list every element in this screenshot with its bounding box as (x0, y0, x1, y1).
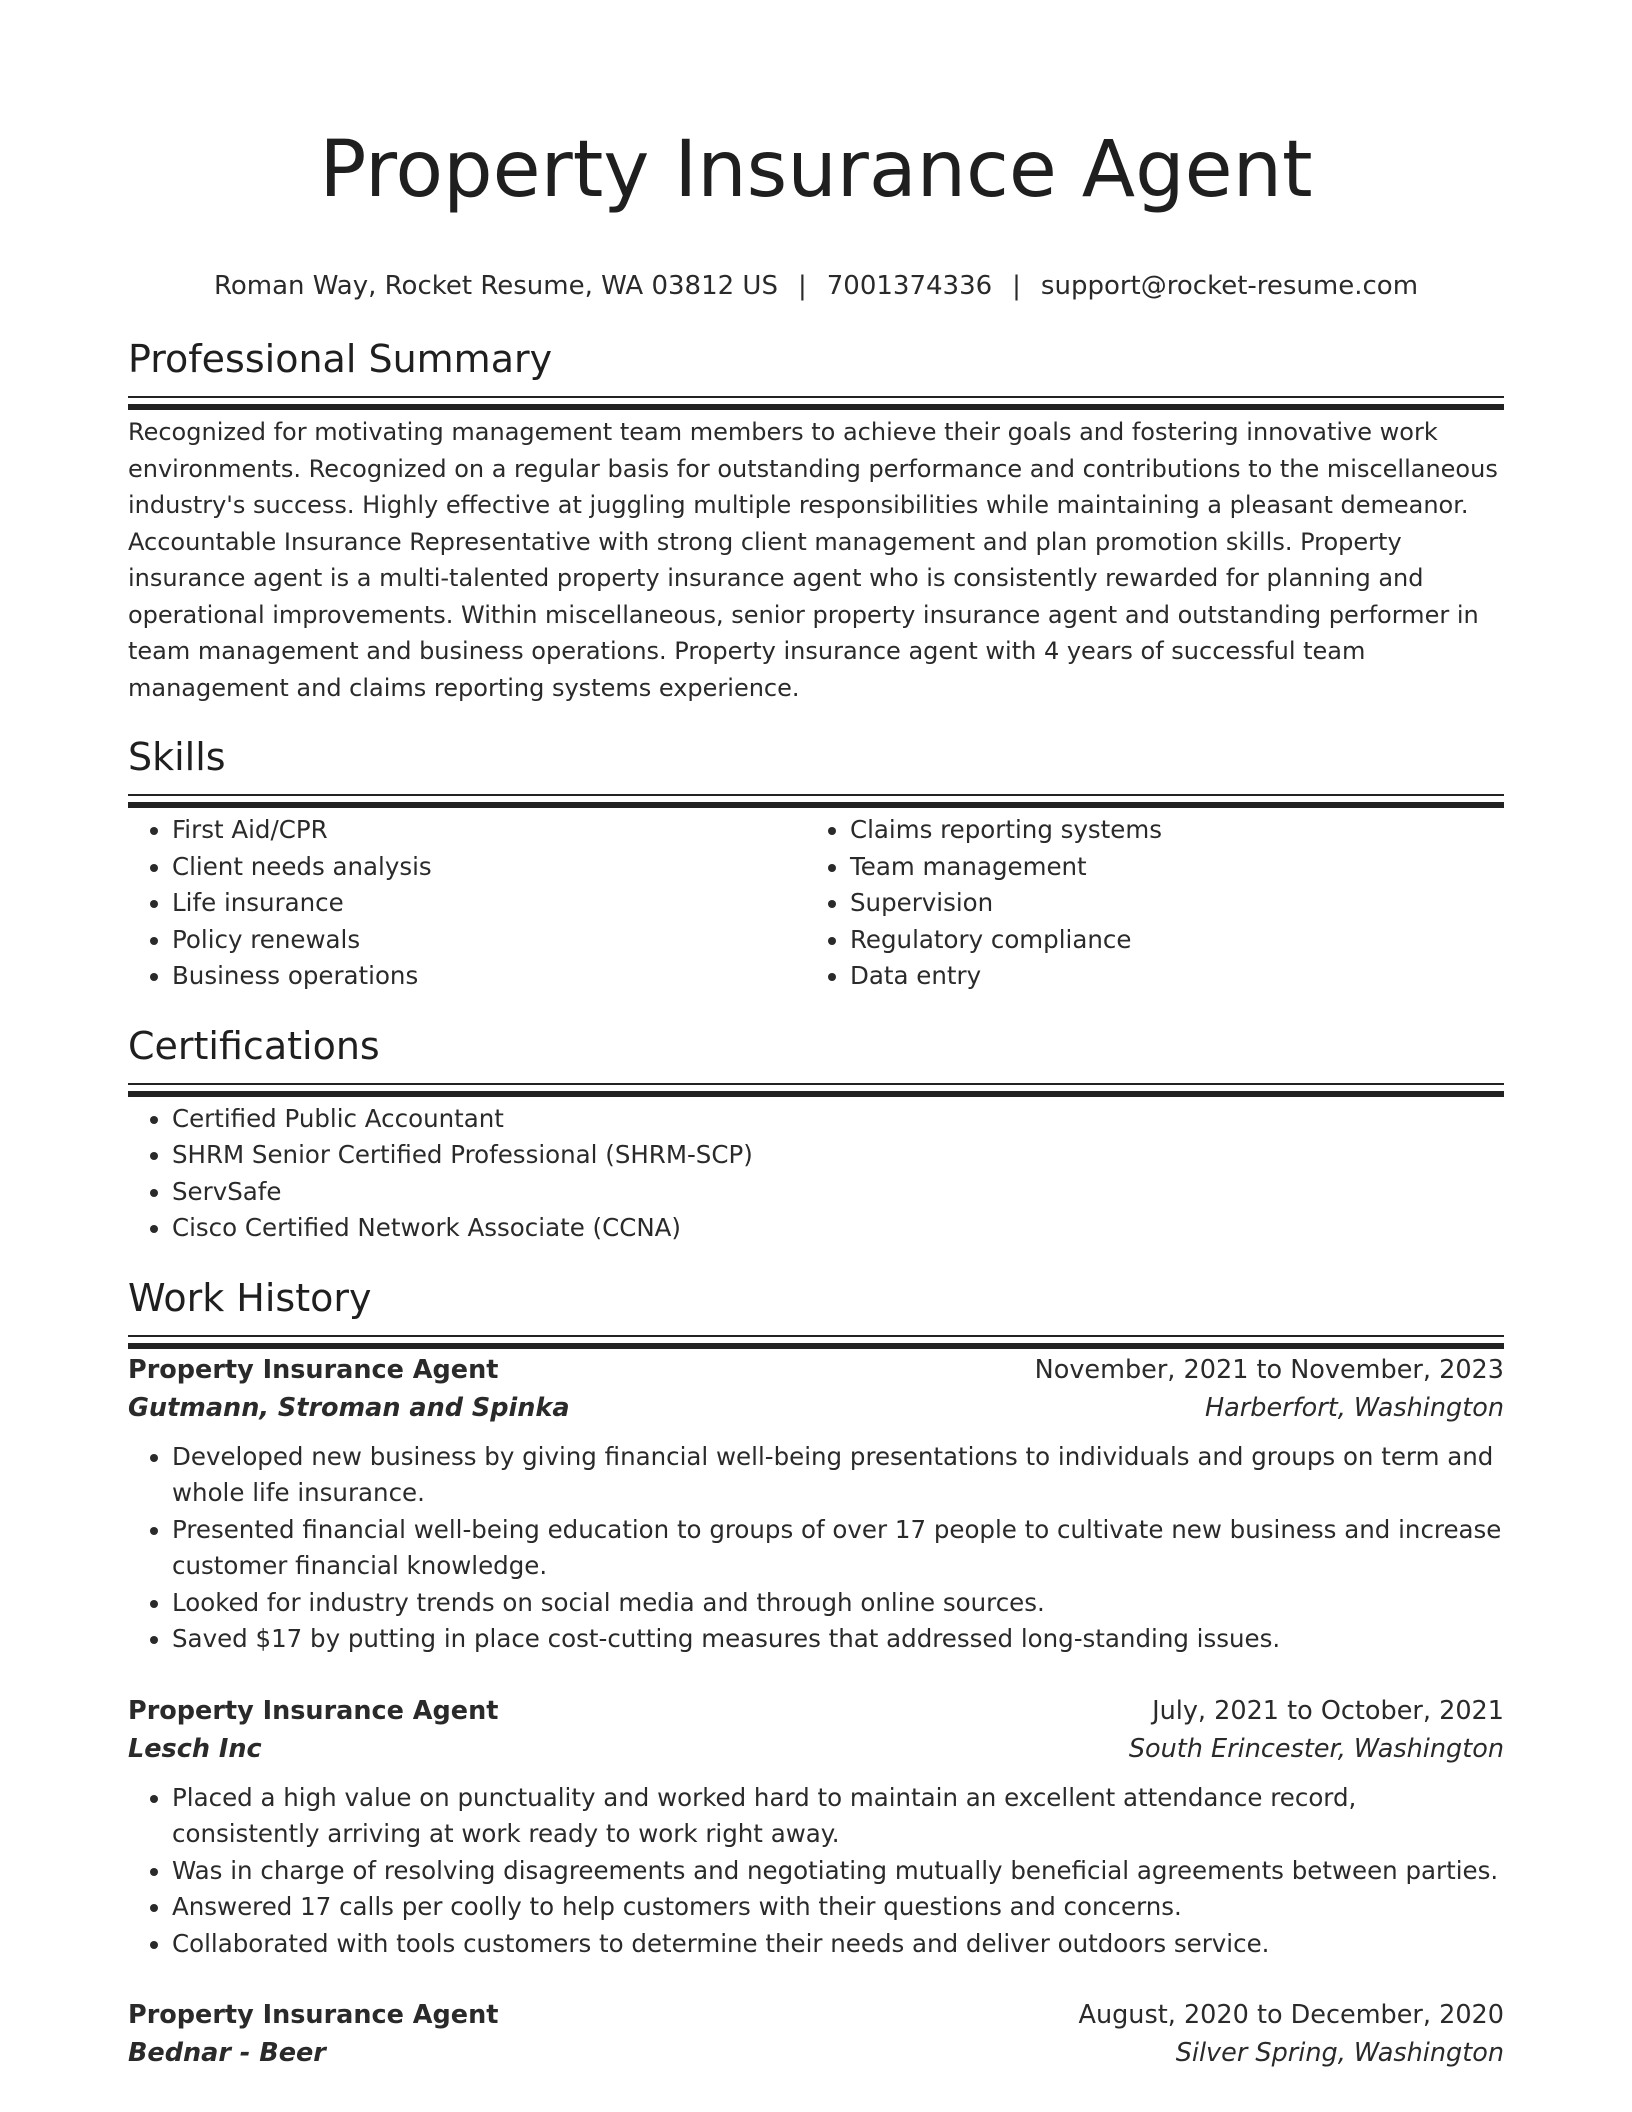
job-company: Lesch Inc (128, 1733, 262, 1764)
job-title: Property Insurance Agent (128, 2000, 499, 2031)
skill-item: • Policy renewals (172, 922, 806, 959)
job-header-row (128, 1351, 1504, 1389)
job-company-row (128, 2034, 1504, 2072)
job-entry (128, 1692, 1504, 1963)
job-bullet: • Saved $17 by putting in place cost-cutting measures that addressed long-standing issues. (172, 1621, 1504, 1658)
section-divider (128, 794, 1504, 796)
job-location: Silver Spring, Washington (1175, 2038, 1504, 2069)
job-company-row (128, 1389, 1504, 1427)
job-bullet: • Was in charge of resolving disagreements and negotiating mutually beneficial agreements between parties. (172, 1853, 1504, 1890)
contact-separator: | (797, 271, 807, 302)
skill-item: • Client needs analysis (172, 849, 806, 886)
certifications-list (128, 1101, 1504, 1247)
section-divider (128, 396, 1504, 398)
skills-list-left (128, 812, 806, 995)
job-company: Gutmann, Stroman and Spinka (128, 1392, 570, 1423)
job-entry (128, 1351, 1504, 1658)
summary-section (128, 334, 1504, 706)
work-history-section (128, 1273, 1504, 2073)
contact-separator: | (1012, 271, 1021, 302)
job-location: South Erincester, Washington (1128, 1733, 1504, 1764)
job-bullet: • Looked for industry trends on social media and through online sources. (172, 1585, 1504, 1622)
contact-email: support@rocket-resume.com (1040, 271, 1419, 302)
certifications-heading: Certifications (128, 1023, 380, 1068)
job-bullet: • Placed a high value on punctuality and worked hard to maintain an excellent attendance record, consistently arriving at work ready to work right away. (172, 1780, 1504, 1853)
job-header-row (128, 1996, 1504, 2034)
certification-item: • Cisco Certified Network Associate (CCNA) (172, 1210, 1504, 1247)
skill-item: • Regulatory compliance (850, 922, 1484, 959)
certification-item: • Certified Public Accountant (172, 1101, 1504, 1138)
skills-section (128, 732, 1504, 995)
resume-title: Property Insurance Agent (319, 125, 1313, 215)
skills-list-right (806, 812, 1484, 995)
job-bullets (128, 1439, 1504, 1658)
certifications-section (128, 1021, 1504, 1247)
job-bullet: • Answered 17 calls per coolly to help customers with their questions and concerns. (172, 1889, 1504, 1926)
skill-item: • Data entry (850, 958, 1484, 995)
skill-item: • Supervision (850, 885, 1484, 922)
job-dates: August, 2020 to December, 2020 (1078, 2000, 1504, 2031)
work-history-heading: Work History (128, 1275, 372, 1320)
skill-item: • Team management (850, 849, 1484, 886)
skills-heading: Skills (128, 735, 226, 780)
job-location: Harberfort, Washington (1204, 1392, 1504, 1423)
skills-grid (128, 812, 1504, 995)
section-divider (128, 1335, 1504, 1337)
contact-address: Roman Way, Rocket Resume, WA 03812 US (213, 271, 778, 302)
section-divider (128, 1083, 1504, 1085)
job-bullets (128, 1780, 1504, 1963)
skill-item: • First Aid/CPR (172, 812, 806, 849)
skill-item: • Claims reporting systems (850, 812, 1484, 849)
summary-text: Recognized for motivating management team members to achieve their goals and fostering innovative work environments. Recognized on a regular basis for outstanding performance and contributions to the miscellaneous industry's success. Highly effective at juggling multiple responsibilities while maintaining a pleasant demeanor. Accountable Insurance Representative with strong client management and plan promotion skills. Property insurance agent is a multi-talented property insurance agent who is consistently rewarded for planning and operational improvements. Within miscellaneous, senior property insurance agent and outstanding performer in team management and business operations. Property insurance agent with 4 years of successful team management and claims reporting systems experience. (128, 418, 1498, 702)
job-title: Property Insurance Agent (128, 1695, 499, 1726)
job-entry (128, 1996, 1504, 2072)
summary-heading: Professional Summary (128, 337, 553, 382)
certification-item: • ServSafe (172, 1174, 1504, 1211)
job-header-row (128, 1692, 1504, 1730)
skills-column-left (128, 812, 806, 995)
contact-line (128, 268, 1504, 304)
skill-item: • Life insurance (172, 885, 806, 922)
job-bullet: • Developed new business by giving financial well-being presentations to individuals and groups on term and whole life insurance. (172, 1439, 1504, 1512)
job-company-row (128, 1730, 1504, 1768)
skills-column-right (806, 812, 1484, 995)
contact-phone: 7001374336 (826, 271, 993, 302)
job-bullet: • Collaborated with tools customers to determine their needs and deliver outdoors service. (172, 1926, 1504, 1963)
job-bullet: • Presented financial well-being education to groups of over 17 people to cultivate new business and increase customer financial knowledge. (172, 1512, 1504, 1585)
certification-item: • SHRM Senior Certified Professional (SHRM-SCP) (172, 1137, 1504, 1174)
skill-item: • Business operations (172, 958, 806, 995)
job-dates: July, 2021 to October, 2021 (1152, 1695, 1504, 1726)
resume-page (128, 0, 1504, 2072)
job-dates: November, 2021 to November, 2023 (1034, 1354, 1504, 1385)
job-title: Property Insurance Agent (128, 1354, 499, 1385)
job-company: Bednar - Beer (128, 2038, 326, 2069)
